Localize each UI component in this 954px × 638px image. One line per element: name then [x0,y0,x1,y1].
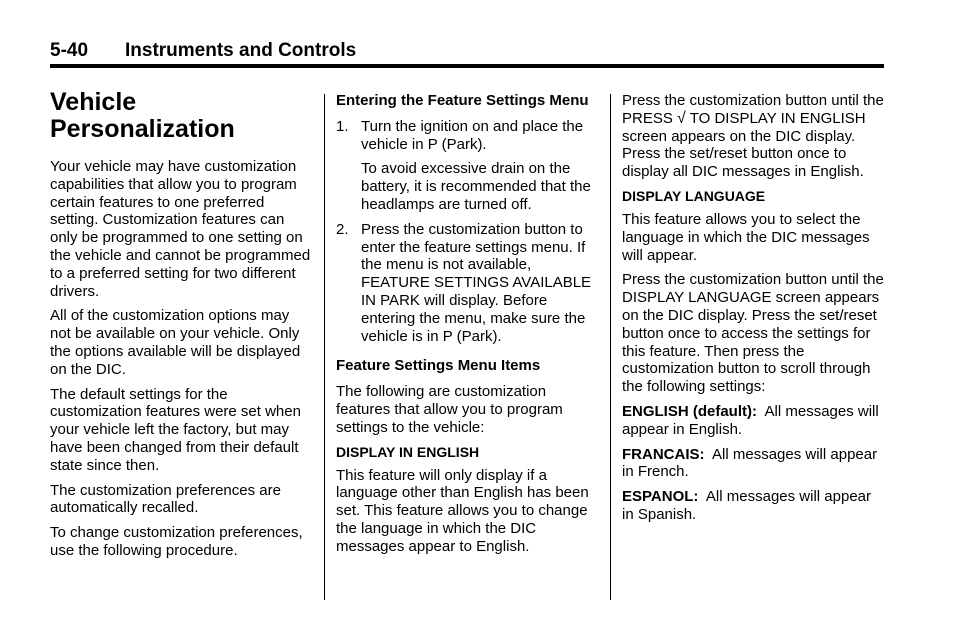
list-item [336,221,598,346]
option-entry [622,446,884,482]
checkmark-icon: √ [677,109,686,127]
option-entry [622,403,884,439]
paragraph: Your vehicle may have customization capabilities that allow you to program certain features to one preferred setting. Customization features can only be programmed to one setting on the vehicle and cannot be programmed to a preferred setting for two different drivers. [50,158,311,300]
page-header [50,40,884,68]
feature-caption: DISPLAY IN ENGLISH [336,443,480,460]
section-subheading: Feature Settings Menu Items [336,357,541,375]
column-divider [610,94,611,600]
step-number: 2. [336,220,349,238]
step-note: To avoid excessive drain on the battery, it is recommended that the headlamps are turned off. [361,160,591,213]
press-text: Press the customization button until the PRESS [622,92,884,127]
option-text: All messages will appear in Spanish. [622,488,871,523]
option-text: All messages will appear in French. [622,445,878,481]
paragraph: All of the customization options may not be available on your vehicle. Only the options available will be displayed on the DIC. [50,307,301,378]
list-item [336,118,598,154]
column-divider [324,94,325,600]
option-label: ENGLISH (default): [622,402,757,420]
paragraph: Press the customization button until the DISPLAY LANGUAGE screen appears on the DIC display. Press the set/reset button once to access the settings for this feature. Then press the customization button to scroll through the following settings: [622,271,884,396]
option-text: All messages will appear in English. [622,402,879,438]
option-entry [622,488,884,524]
step-text: Press the customization button to enter the feature settings menu. If the menu is not available, FEATURE SETTINGS AVAILABLE IN PARK will display. Before entering the menu, make sure the vehicle is in P (Park). [361,220,592,345]
step-number: 1. [336,117,349,135]
page-number: 5-40 [50,40,89,61]
column-1 [50,88,312,567]
page-title: Vehicle Personalization [50,88,235,143]
paragraph: The customization preferences are automatically recalled. [50,481,281,517]
column-3 [622,92,884,531]
section-heading: Entering the Feature Settings Menu [336,92,589,109]
paragraph: The following are customization features that allow you to program settings to the vehicle: [336,383,563,436]
column-2 [336,92,598,563]
option-label: FRANCAIS: [622,445,705,463]
feature-caption: DISPLAY LANGUAGE [622,187,766,204]
paragraph: This feature will only display if a language other than English has been set. This feature allows you to change the language in which the DIC messages appear to English. [336,466,589,555]
paragraph: This feature allows you to select the language in which the DIC messages will appear. [622,210,870,264]
paragraph: To change customization preferences, use the following procedure. [50,524,303,559]
press-text: TO DISPLAY IN ENGLISH screen appears on the DIC display. Press the set/reset button once to display all DIC messages in English. [622,109,866,181]
step-text: Turn the ignition on and place the vehicle in P (Park). [361,117,584,153]
paragraph [622,92,884,181]
option-label: ESPANOL: [622,488,699,506]
paragraph: The default settings for the customization features were set when your vehicle left the factory, but may have been changed from their default state since then. [50,385,301,474]
section-title: Instruments and Controls [125,40,357,61]
